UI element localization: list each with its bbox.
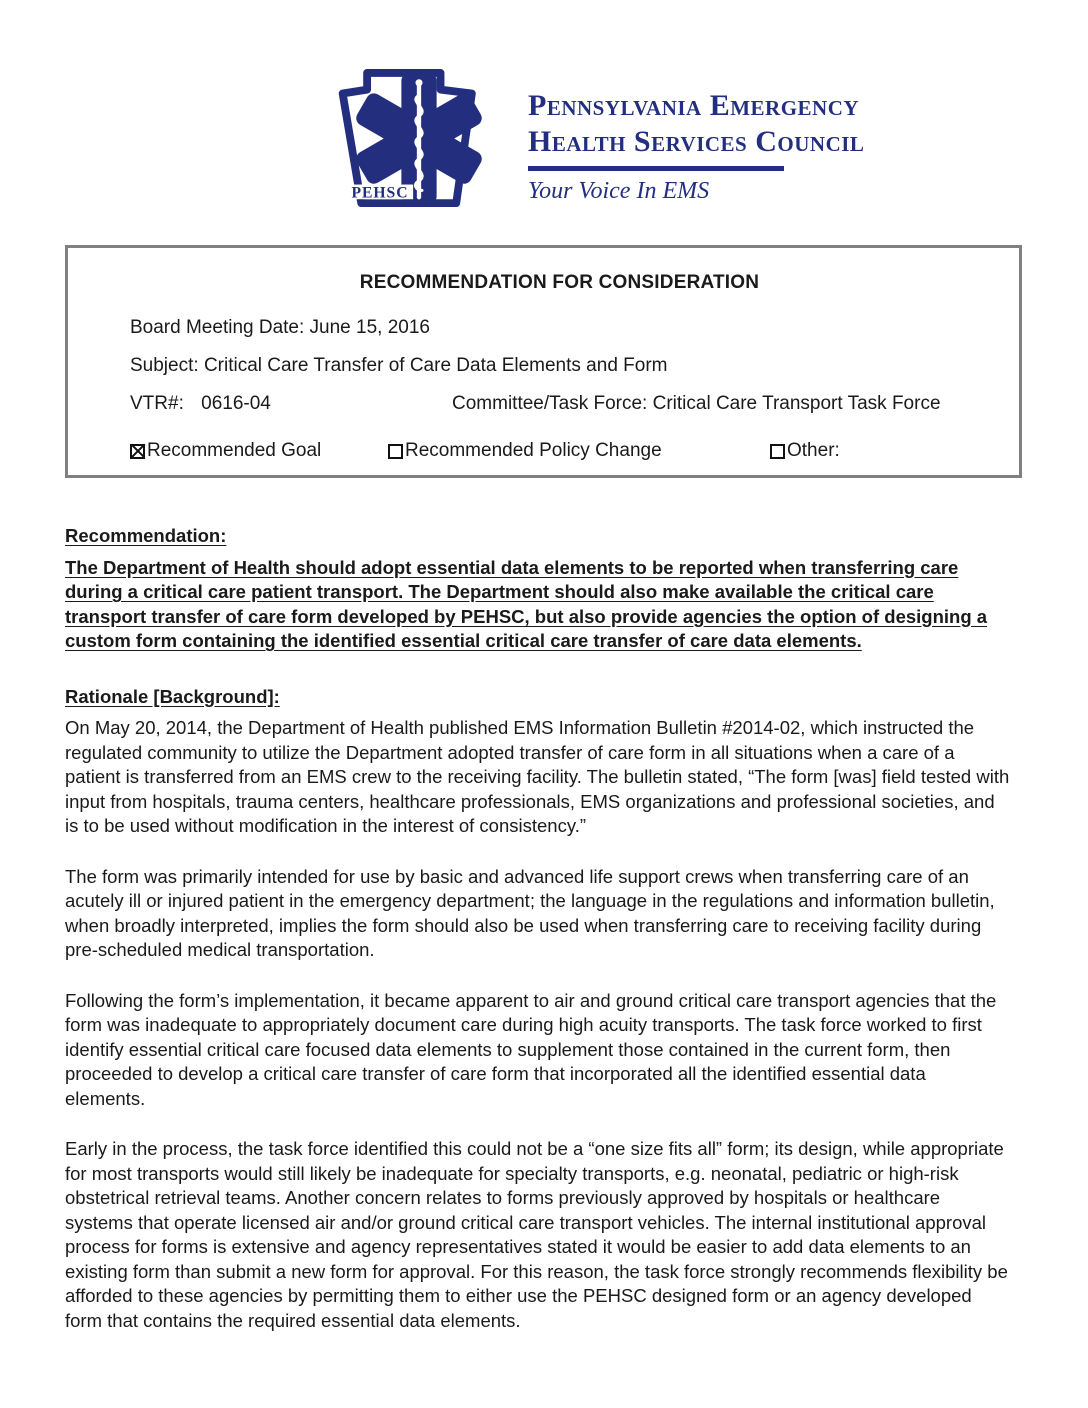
org-name-line1: Pennsylvania Emergency: [528, 89, 860, 123]
svg-text:PEHSC: PEHSC: [351, 184, 409, 202]
board-meeting-date-row: [130, 316, 989, 339]
checkbox-icon: [770, 444, 785, 459]
checkbox-item-recommended-goal: [130, 440, 388, 462]
logo-text-block: [528, 80, 864, 205]
checkbox-label: Recommended Policy Change: [405, 440, 662, 461]
board-meeting-date-value: June 15, 2016: [309, 317, 430, 338]
logo-tagline: Your Voice In EMS: [528, 177, 710, 204]
document-body: [65, 524, 1010, 1359]
recommendation-text: The Department of Health should adopt essential data elements to be reported when transferring care during a critical care patient transport. The Department should also make available the critical care transport transfer of care form developed by PEHSC, but also provide agencies the option of designing a custom form containing the identified essential critical care transfer of care data elements.: [65, 556, 988, 651]
subject-label: Subject:: [130, 355, 199, 376]
committee-group: [452, 392, 941, 415]
subject-row: [130, 354, 989, 377]
checkbox-label: Recommended Goal: [147, 440, 322, 461]
recommendation-form-box: [65, 245, 1022, 478]
pehsc-emblem: [326, 64, 512, 221]
vtr-value: 0616-04: [201, 393, 271, 414]
vtr-group: [130, 392, 452, 415]
checkbox-label: Other:: [787, 440, 840, 461]
org-name-line2: Health Services Council: [528, 124, 865, 158]
form-title: RECOMMENDATION FOR CONSIDERATION: [359, 272, 760, 293]
checkbox-icon: [130, 444, 145, 459]
rationale-paragraph: On May 20, 2014, the Department of Health published EMS Information Bulletin #2014-02, which instructed the regulated community to utilize the Department adopted transfer of care form in all situations when a care of a patient is transferred from an EMS crew to the receiving facility. The bulletin stated, “The form [was] field tested with input from hospitals, trauma centers, healthcare professionals, EMS organizations and professional societies, and is to be used without modification in the interest of consistency.”: [65, 717, 1010, 836]
rationale-paragraph: Early in the process, the task force identified this could not be a “one size fits all” form; its design, while appropriate for most transports would still likely be inadequate for specialty transports, e.g. neonatal, pediatric or high-risk obstetrical retrieval teams. Another concern relates to forms previously approved by hospitals or healthcare systems that operate licensed air and/or ground critical care transport vehicles. The internal institutional approval process for forms is extensive and agency representatives stated it would be easier to add data elements to an existing form than submit a new form for approval. For this reason, the task force strongly recommends flexibility be afforded to these agencies by permitting them to either use the PEHSC designed form or an agency developed form that contains the required essential data elements.: [65, 1138, 1008, 1331]
subject-value: Critical Care Transfer of Care Data Elements and Form: [203, 355, 668, 376]
keystone-star-of-life-icon: [326, 64, 512, 216]
rationale-paragraph: The form was primarily intended for use by basic and advanced life support crews when transferring care of an acutely ill or injured patient in the emergency department; the language in the regulations and information bulletin, when broadly interpreted, implies the form should also be used when transferring care to receiving facility during pre-scheduled medical transportation.: [65, 865, 995, 960]
logo-rule: [528, 166, 784, 171]
rationale-paragraph: Following the form’s implementation, it became apparent to air and ground critical care transport agencies that the form was inadequate to appropriately document care during high acuity transports. The task force worked to first identify essential critical care focused data elements to supplement those contained in the current form, then proceeded to develop a critical care transfer of care form that incorporated all the identified essential data elements.: [65, 989, 997, 1109]
recommendation-heading: Recommendation:: [65, 525, 227, 546]
committee-value: Critical Care Transport Task Force: [652, 393, 941, 414]
checkbox-row: [130, 440, 989, 462]
pehsc-logo: [326, 64, 864, 221]
checkbox-item-recommended-policy-change: [388, 440, 770, 462]
vtr-committee-row: [130, 392, 989, 415]
committee-label: Committee/Task Force:: [452, 393, 648, 414]
checkbox-icon: [388, 444, 403, 459]
board-meeting-date-label: Board Meeting Date:: [130, 317, 305, 338]
checkbox-item-other: [770, 440, 840, 462]
vtr-label: VTR#:: [130, 393, 184, 414]
rationale-heading: Rationale [Background]:: [65, 685, 280, 707]
rationale-section: [65, 685, 1010, 1334]
